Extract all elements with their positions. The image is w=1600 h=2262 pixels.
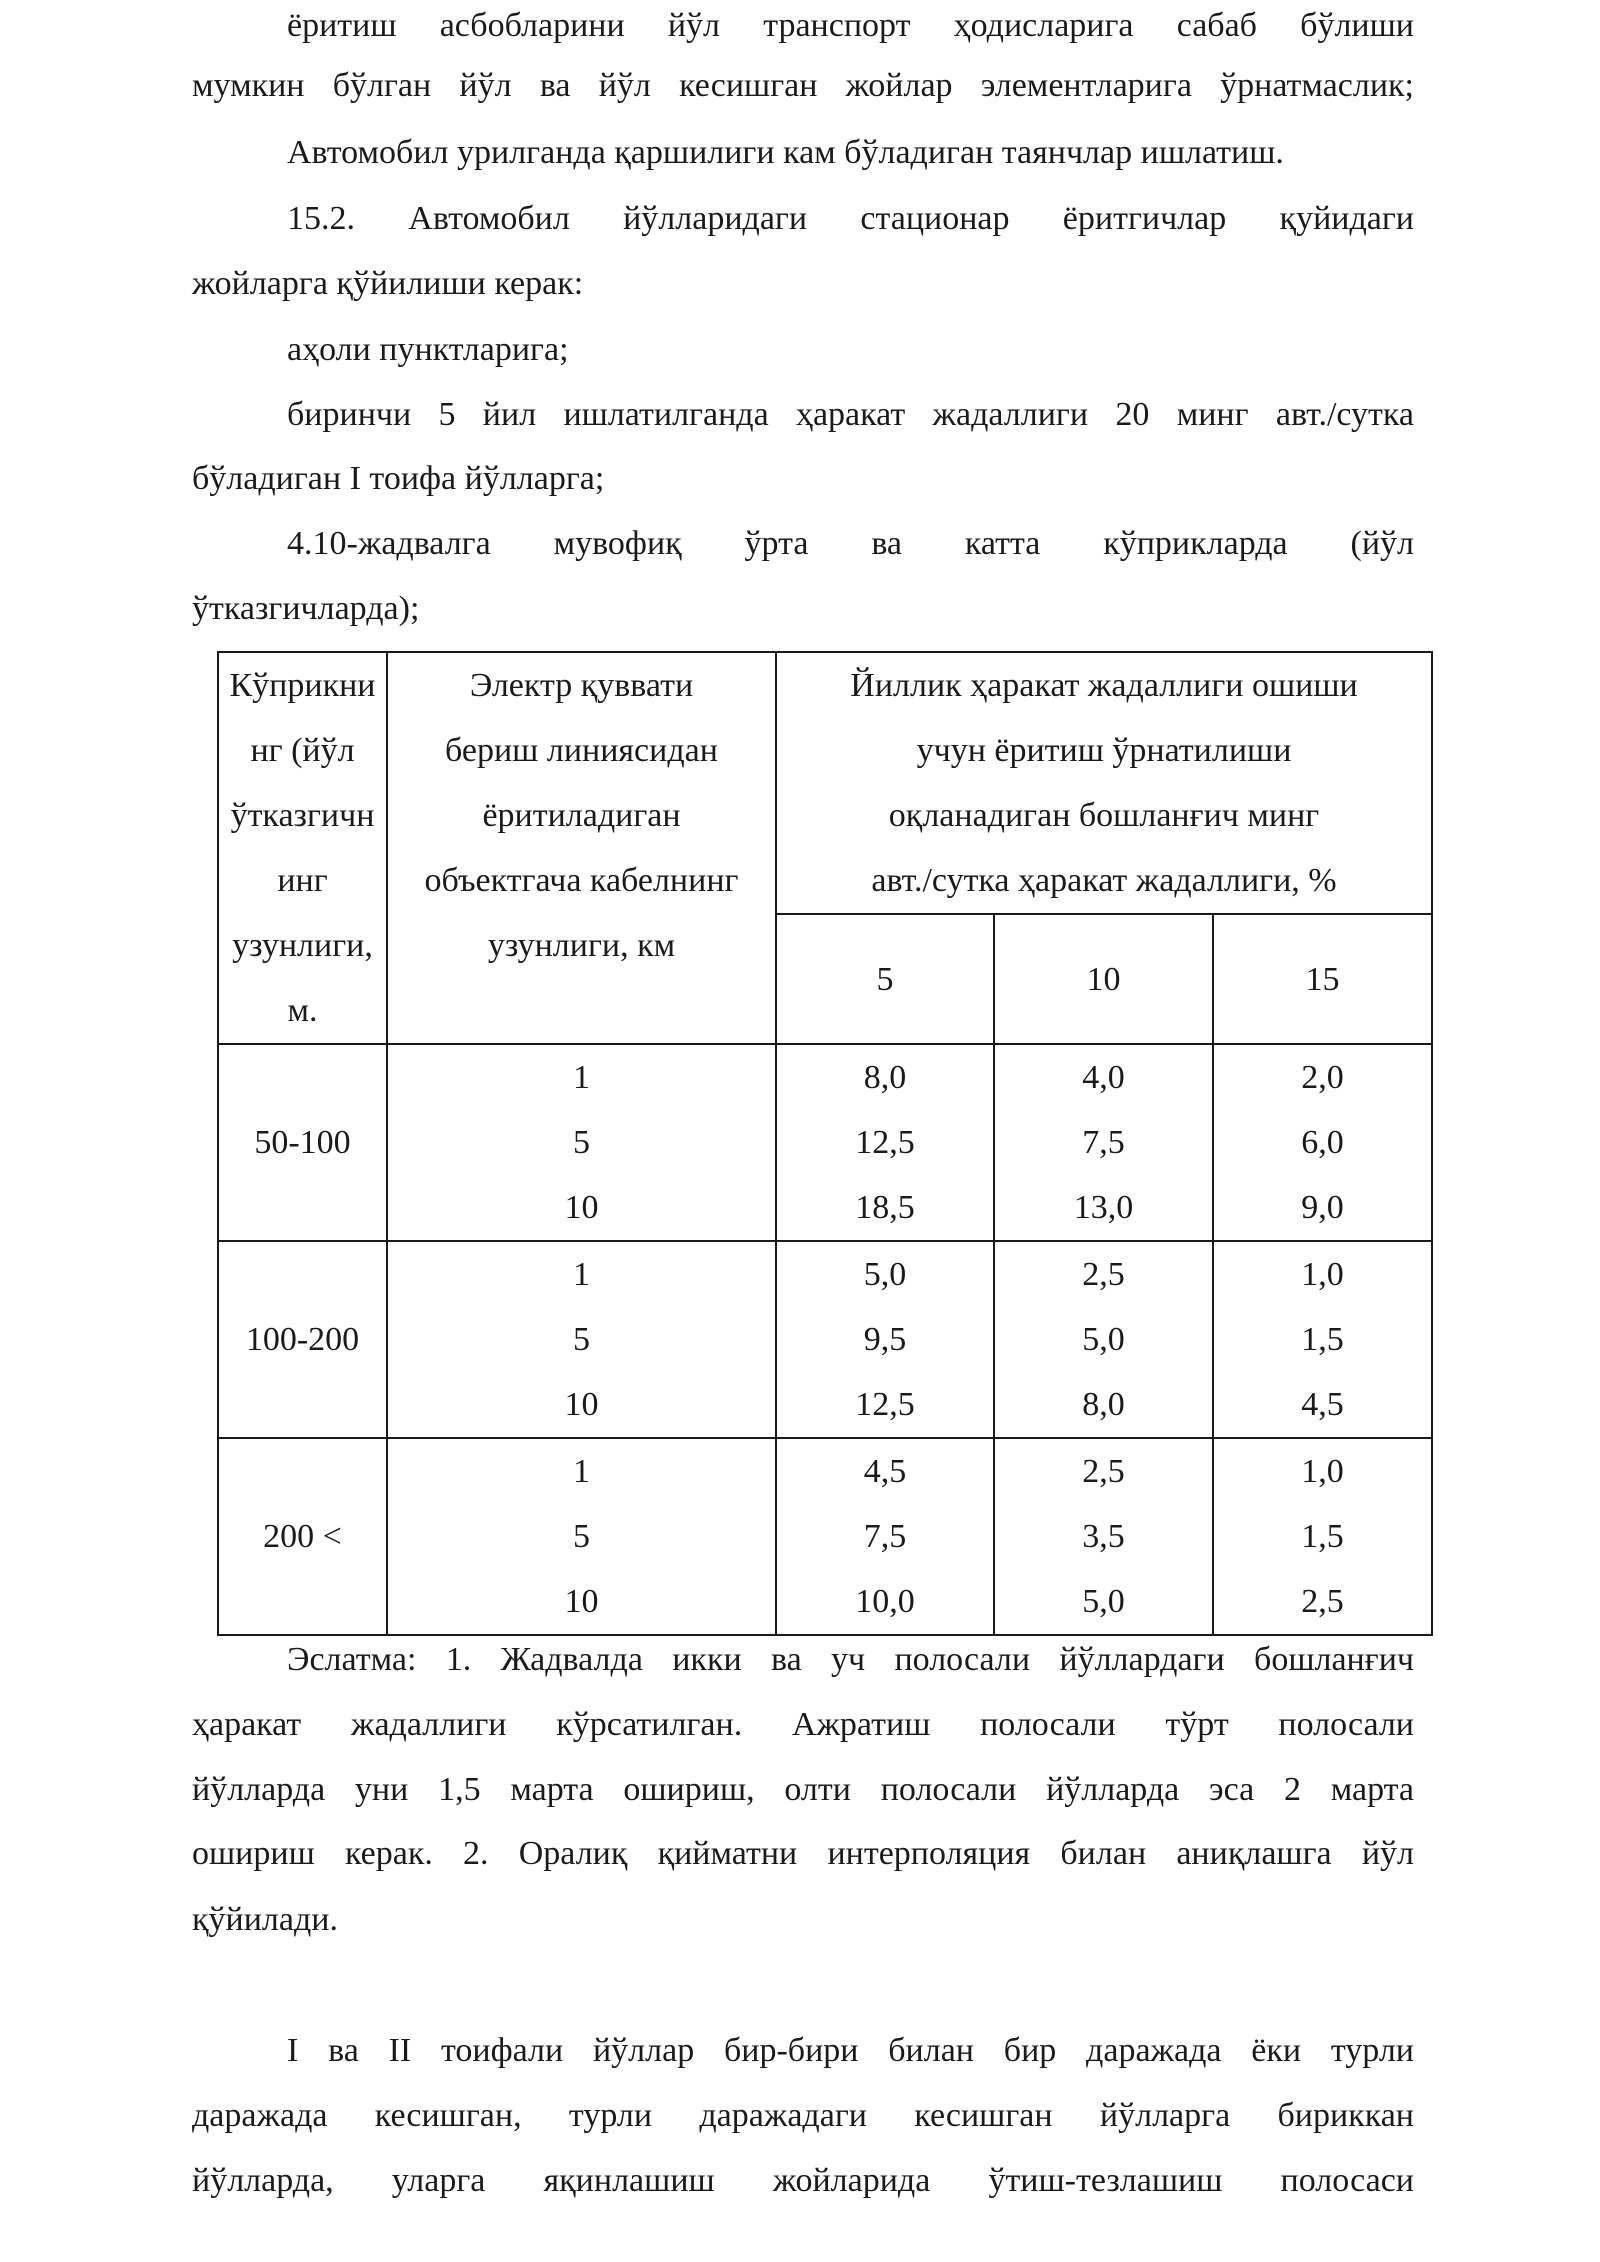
value-cell-10: 2,5 3,5 5,0: [994, 1438, 1213, 1635]
value-cell-5: 4,5 7,5 10,0: [776, 1438, 994, 1635]
text-line: Автомобил урилганда қаршилиги кам бўладиган таянчлар ишлатиш.: [287, 134, 1284, 171]
text-line: ёритиш асбобларини йўл транспорт ҳодисларига сабаб бўлиши: [287, 7, 1414, 44]
note-line: қўйилади.: [192, 1901, 338, 1938]
bridge-length-cell: 100-200: [218, 1241, 387, 1438]
lighting-table: [217, 651, 1433, 1636]
text-line: биринчи 5 йил ишлатилганда ҳаракат жадаллиги 20 минг авт./сутка: [287, 396, 1414, 433]
text-line: йўлларда, уларга яқинлашиш жойларида ўтиш-тезлашиш полосаси: [192, 2162, 1414, 2199]
bridge-length-cell: 200 <: [218, 1438, 387, 1635]
table-row: [218, 1438, 1432, 1635]
text-line: ўтказгичларда);: [192, 590, 420, 627]
value-cell-10: 2,5 5,0 8,0: [994, 1241, 1213, 1438]
col-header-bridge-length: Кўприкни нг (йўл ўтказгичн инг узунлиги, м.: [218, 652, 387, 1044]
cable-length-cell: 1 5 10: [387, 1438, 776, 1635]
text-line: I ва II тоифали йўллар бир-бири билан бир даражада ёки турли: [287, 2032, 1414, 2069]
text-line: бўладиган I тоифа йўлларга;: [192, 460, 605, 497]
table-row: [218, 1241, 1432, 1438]
bridge-length-cell: 50-100: [218, 1044, 387, 1241]
text-line: 4.10-жадвалга мувофиқ ўрта ва катта кўприкларда (йўл: [287, 525, 1414, 562]
text-line: жойларга қўйилиши керак:: [192, 265, 584, 302]
sub-header-5: 5: [776, 914, 994, 1044]
sub-header-10: 10: [994, 914, 1213, 1044]
value-cell-15: 1,0 1,5 4,5: [1213, 1241, 1432, 1438]
text-line: 15.2. Автомобил йўлларидаги стационар ёритгичлар қуйидаги: [287, 200, 1414, 237]
value-cell-15: 1,0 1,5 2,5: [1213, 1438, 1432, 1635]
value-cell-10: 4,0 7,5 13,0: [994, 1044, 1213, 1241]
note-line: ҳаракат жадаллиги кўрсатилган. Ажратиш полосали тўрт полосали: [192, 1706, 1414, 1743]
value-cell-15: 2,0 6,0 9,0: [1213, 1044, 1432, 1241]
value-cell-5: 8,0 12,5 18,5: [776, 1044, 994, 1241]
note-line: йўлларда уни 1,5 марта ошириш, олти полосали йўлларда эса 2 марта: [192, 1771, 1414, 1808]
table-row: [218, 1044, 1432, 1241]
value-cell-5: 5,0 9,5 12,5: [776, 1241, 994, 1438]
sub-header-15: 15: [1213, 914, 1432, 1044]
cable-length-cell: 1 5 10: [387, 1044, 776, 1241]
text-line: аҳоли пунктларига;: [287, 331, 569, 368]
col-header-cable-length: Электр қуввати бериш линиясидан ёритиладиган объектгача кабелнинг узунлиги, км: [387, 652, 776, 1044]
col-header-traffic-intensity: Йиллик ҳаракат жадаллиги ошиши учун ёритиш ўрнатилиши оқланадиган бошланғич минг авт./сутка ҳаракат жадаллиги, %: [776, 652, 1432, 914]
note-line: Эслатма: 1. Жадвалда икки ва уч полосали йўллардаги бошланғич: [287, 1641, 1414, 1678]
note-line: ошириш керак. 2. Оралиқ қийматни интерполяция билан аниқлашга йўл: [192, 1835, 1414, 1872]
cable-length-cell: 1 5 10: [387, 1241, 776, 1438]
text-line: даражада кесишган, турли даражадаги кесишган йўлларга бириккан: [192, 2097, 1414, 2134]
text-line: мумкин бўлган йўл ва йўл кесишган жойлар элементларига ўрнатмаслик;: [192, 67, 1414, 104]
